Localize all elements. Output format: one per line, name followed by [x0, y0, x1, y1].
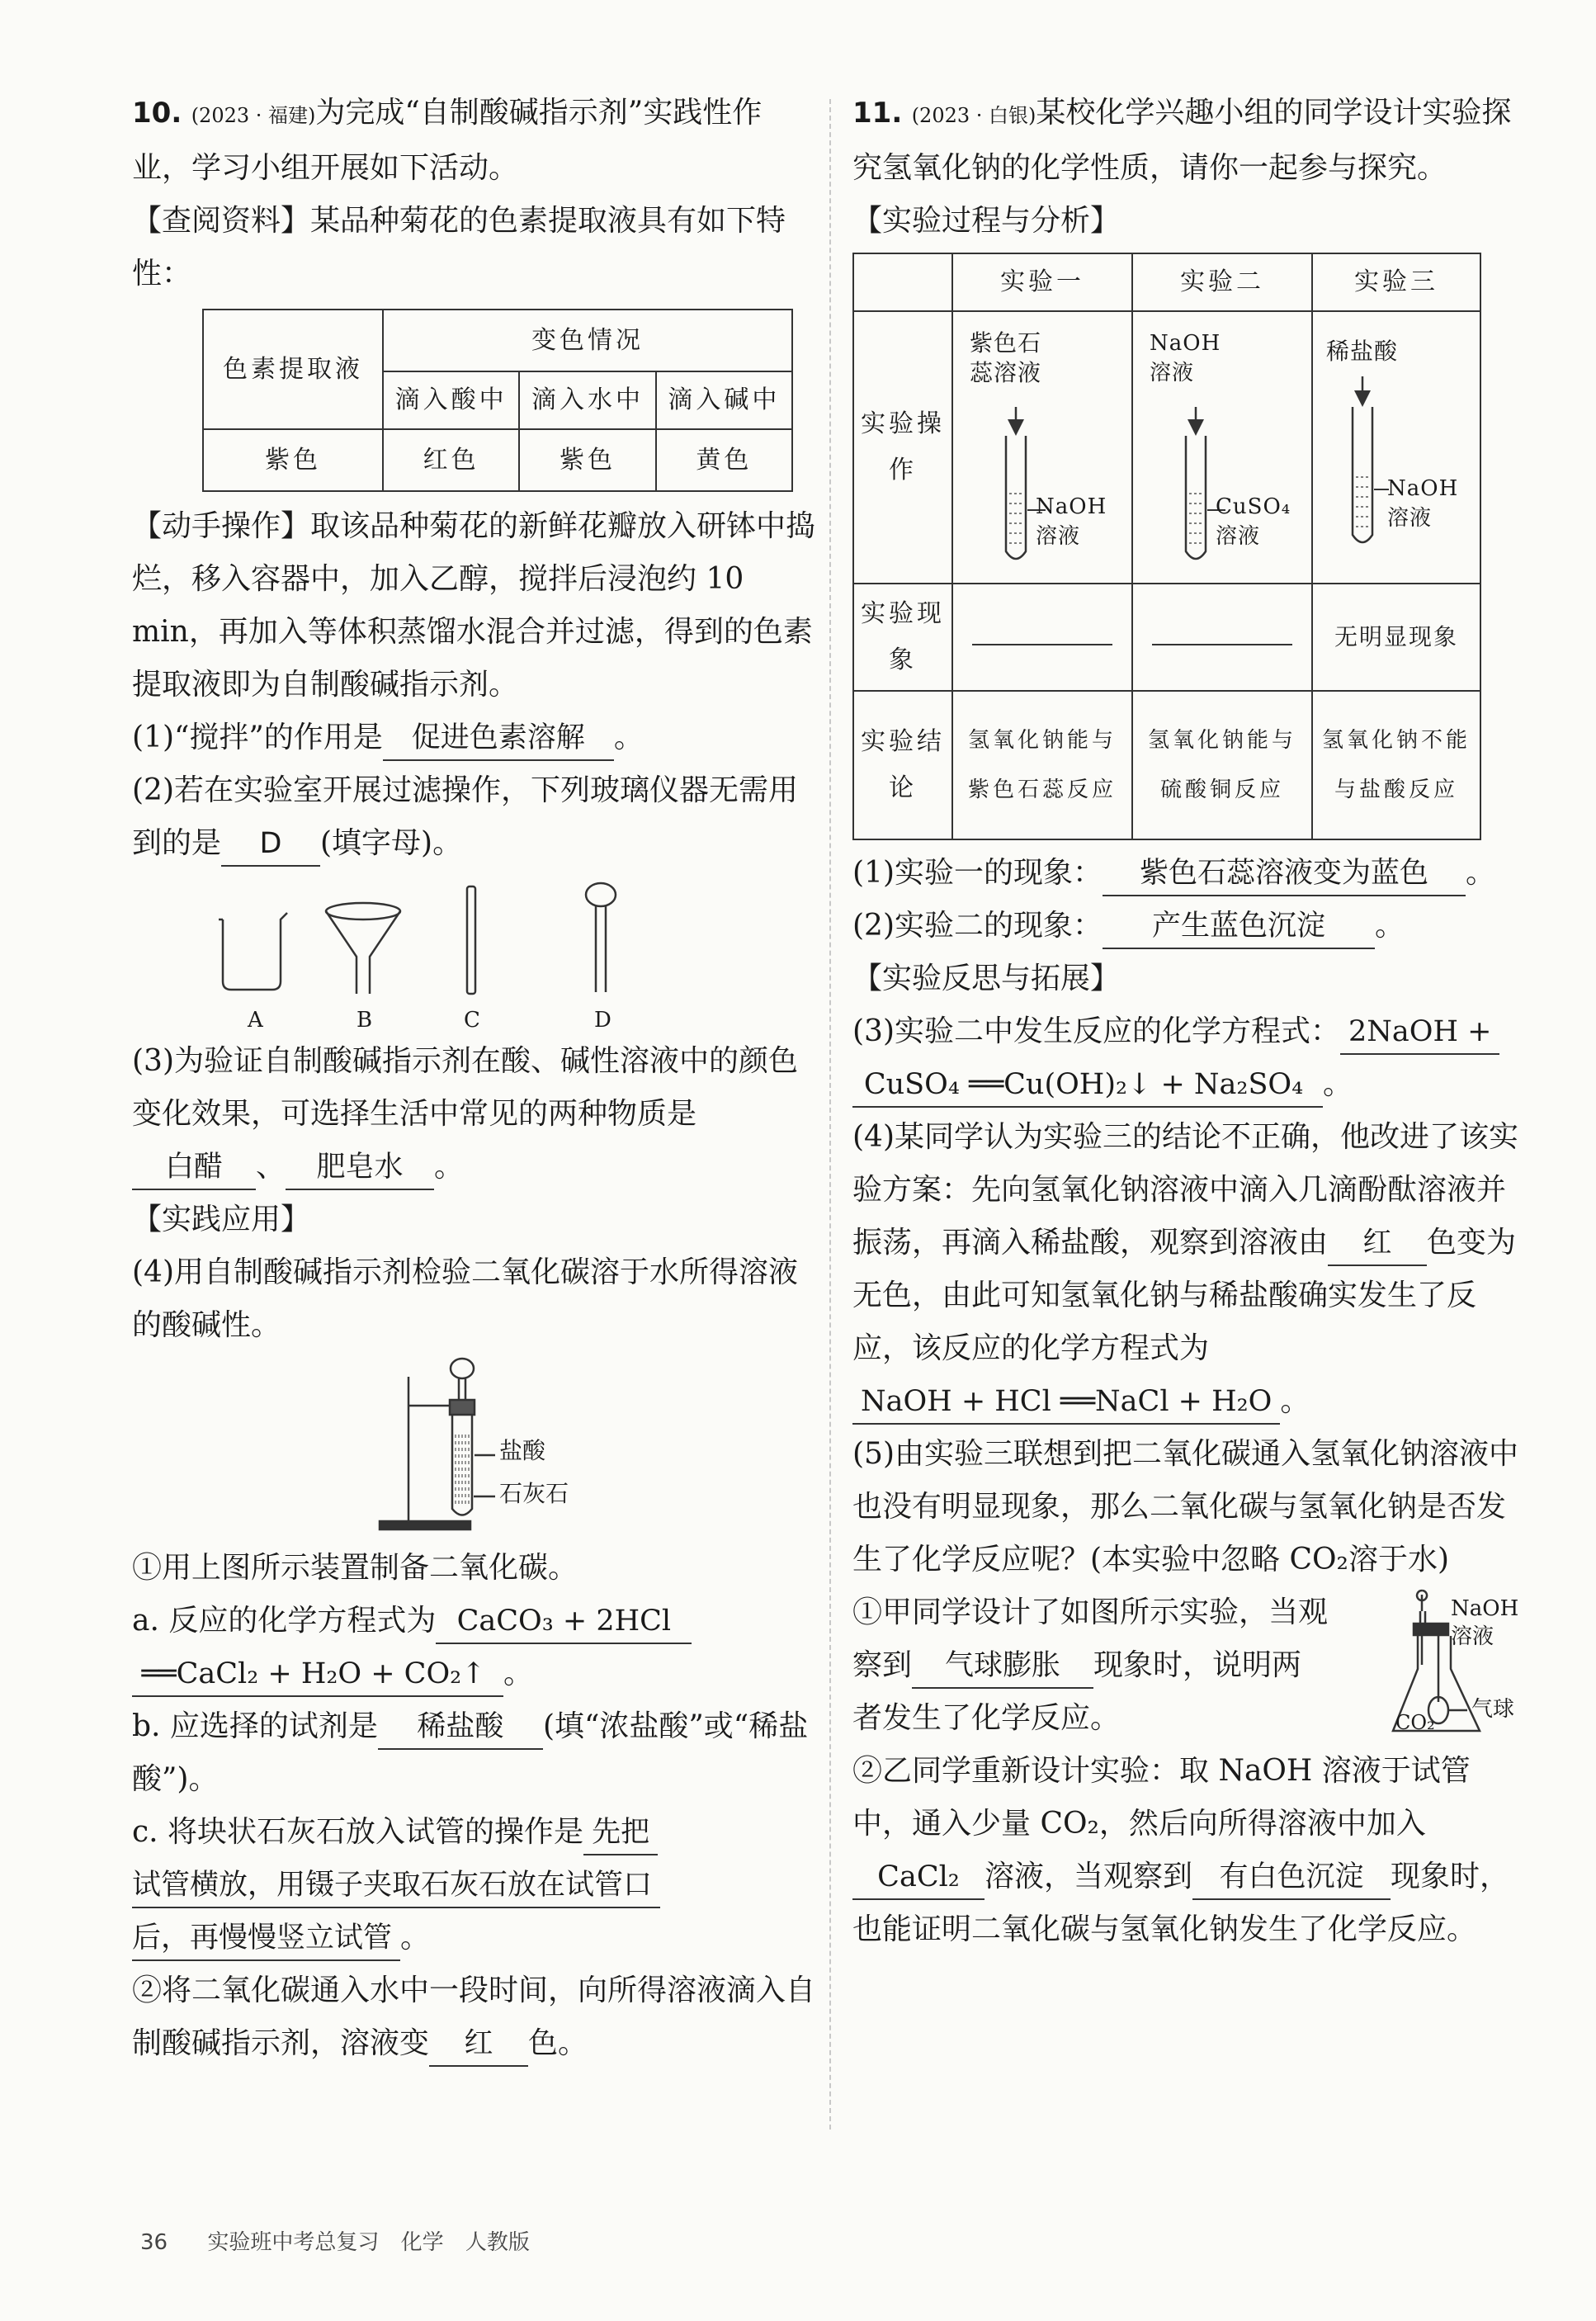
funnel-icon [326, 903, 400, 994]
apparatus-svg [132, 1352, 817, 1542]
answer: 2NaOH + [1340, 1010, 1499, 1055]
table-cell: 氢氧化钠能与硫酸铜反应 [1132, 691, 1312, 839]
answer: CaCO₃ + 2HCl [436, 1600, 692, 1644]
label-line: 溶液 [1216, 524, 1261, 549]
question-part-4: (4)用自制酸碱指示剂检验二氧化碳溶于水所得溶液的酸碱性。 [132, 1255, 798, 1342]
book-title: 实验班中考总复习 [207, 2230, 380, 2255]
label-line: 溶液 [1387, 506, 1433, 531]
figure-label: B [357, 1008, 373, 1033]
table-cell: 氢氧化钠不能与盐酸反应 [1312, 691, 1480, 839]
page-number: 36 [140, 2230, 168, 2255]
row-label-conclusion: 实验结论 [853, 691, 952, 839]
table-corner [853, 253, 952, 311]
co2-apparatus-figure [132, 1352, 817, 1542]
sub-question-1 [852, 1586, 1529, 1745]
table-cell: 黄色 [656, 429, 792, 491]
table-header-exp1: 实验一 [952, 253, 1132, 311]
answer: 有白色沉淀 [1192, 1855, 1391, 1900]
reagent-label [1150, 329, 1221, 388]
balloon-figure [1389, 1586, 1529, 1743]
answer: 红 [429, 2022, 528, 2067]
experiment-table [852, 253, 1481, 840]
label-line: CuSO₄ [1216, 494, 1291, 519]
research-text: 某品种菊花的色素提取液具有如下特性： [132, 204, 786, 291]
answer: CaCl₂ [852, 1855, 985, 1900]
answer: 产生蓝色沉淀 [1103, 905, 1375, 949]
apparatus-label-limestone: 石灰石 [499, 1480, 569, 1507]
section-heading: 【动手操作】 [132, 509, 311, 543]
question-part-1: (1)实验一的现象： [852, 856, 1103, 890]
row-label-operation: 实验操作 [853, 311, 952, 584]
answer: 紫色石蕊溶液变为蓝色 [1103, 852, 1466, 896]
table-header-base: 滴入碱中 [656, 371, 792, 429]
table-header-acid: 滴入酸中 [383, 371, 519, 429]
figure-label-co2: CO₂ [1395, 1711, 1435, 1734]
label-line: 紫色石 [970, 329, 1042, 357]
row-label-phenomenon: 实验现象 [853, 584, 952, 691]
answer: D [221, 822, 320, 867]
blank-cell [952, 584, 1132, 691]
glassware-figure [132, 878, 817, 1035]
column-divider [829, 99, 831, 2130]
question-part-5: (5)由实验三联想到把二氧化碳通入氢氧化钠溶液中也没有明显现象，那么二氧化碳与氢氧化钠是否发生了化学反应呢？(本实验中忽略 CO₂溶于水) [852, 1437, 1518, 1576]
test-tube-icon [450, 1359, 495, 1515]
table-header-water: 滴入水中 [519, 371, 655, 429]
table-header-exp2: 实验二 [1132, 253, 1312, 311]
answer: ══CaCl₂ + H₂O + CO₂↑ [132, 1652, 503, 1697]
punct: 。 [613, 721, 644, 754]
section-heading: 【查阅资料】 [132, 204, 311, 238]
dropper-icon [586, 883, 616, 992]
step-2: ②将二氧化碳通入水中一段时间，向所得溶液滴入自制酸碱指示剂，溶液变 [132, 1974, 816, 2060]
answer: 后，再慢慢竖立试管 [132, 1917, 400, 1961]
question-part-4: (4)某同学认为实验三的结论不正确，他改进了该实验方案：先向氢氧化钠溶液中滴入几滴酚酞溶液并振荡，再滴入稀盐酸，观察到溶液由 [852, 1120, 1518, 1260]
glass-rod-icon [467, 886, 475, 994]
question-intro: 某校化学兴趣小组的同学设计实验探究氢氧化钠的化学性质，请你一起参与探究。 [852, 96, 1512, 185]
answer-blank [1152, 611, 1292, 645]
apparatus-label-acid: 盐酸 [499, 1437, 546, 1464]
step-1-title: ①用上图所示装置制备二氧化碳。 [132, 1551, 578, 1585]
label-line: NaOH [1036, 494, 1107, 519]
sub-question-text: 现象时，也能证明二氧化碳与氢氧化钠发生了化学反应。 [852, 1860, 1510, 1946]
table-cell: 紫色 [203, 429, 383, 491]
exp2-figure [1132, 311, 1312, 584]
question-intro: 为完成“自制酸碱指示剂”实践性作业，学习小组开展如下活动。 [132, 96, 763, 185]
sub-question-text: 溶液，当观察到 [985, 1860, 1193, 1893]
label-line: 溶液 [1451, 1624, 1494, 1649]
answer: 稀盐酸 [378, 1705, 543, 1750]
section-heading: 【实验过程与分析】 [852, 204, 1121, 238]
figure-label: D [594, 1008, 611, 1033]
exp3-figure [1312, 311, 1480, 584]
beaker-icon [219, 913, 287, 990]
table-header-extract: 色素提取液 [203, 310, 383, 429]
question-part-2: (2)实验二的现象： [852, 909, 1103, 943]
punct: 。 [400, 1921, 431, 1955]
label-line: NaOH [1150, 331, 1221, 356]
table-cell: 无明显现象 [1312, 584, 1480, 691]
label-line: NaOH [1387, 476, 1459, 501]
answer: 试管横放，用镊子夹取石灰石放在试管口 [132, 1864, 660, 1908]
question-part-1: (1)“搅拌”的作用是 [132, 721, 383, 754]
blank-cell [1132, 584, 1312, 691]
table-cell: 紫色 [519, 429, 655, 491]
operate-text: 取该品种菊花的新鲜花瓣放入研钵中捣烂，移入容器中，加入乙醇，搅拌后浸泡约 10 min，再加入等体积蒸馏水混合并过滤，得到的色素提取液即为自制酸碱指示剂。 [132, 509, 816, 702]
figure-label: C [464, 1008, 480, 1033]
punct: 色。 [528, 2026, 588, 2060]
sub-question-text: ②乙同学重新设计实验：取 NaOH 溶液于试管中，通入少量 CO₂，然后向所得溶液中加入 [852, 1754, 1471, 1841]
figure-label-naoh [1451, 1595, 1518, 1651]
table-cell: 氢氧化钠能与紫色石蕊反应 [952, 691, 1132, 839]
answer: 促进色素溶解 [383, 716, 614, 761]
question-11 [852, 87, 1529, 1956]
step-c: c. 将块状石灰石放入试管的操作是 [132, 1815, 584, 1849]
question-part-3: (3)为验证自制酸碱指示剂在酸、碱性溶液中的颜色变化效果，可选择生活中常见的两种物质是 [132, 1044, 798, 1131]
table-header-exp3: 实验三 [1312, 253, 1480, 311]
section-heading: 【实践应用】 [132, 1203, 311, 1236]
step-b: b. 应选择的试剂是 [132, 1709, 378, 1743]
punct: 。 [1466, 856, 1496, 890]
sub-question-text: 现象时，说明两者发生了化学反应。 [852, 1648, 1302, 1735]
edition: 人教版 [465, 2230, 530, 2255]
figure-label-balloon: 气球 [1471, 1697, 1515, 1722]
question-10 [132, 87, 817, 2070]
hint: (填字母)。 [320, 826, 463, 860]
label-line: NaOH [1451, 1596, 1519, 1621]
answer: 先把 [583, 1811, 658, 1855]
question-number: 11. [852, 97, 903, 130]
table-header-group: 变色情况 [383, 310, 792, 371]
label-line: 溶液 [1036, 524, 1081, 549]
section-heading: 【实验反思与拓展】 [852, 962, 1121, 995]
punct: 。 [1280, 1384, 1310, 1418]
question-number: 10. [132, 97, 182, 130]
punct: 。 [1323, 1067, 1353, 1101]
question-source: (2023 · 福建) [191, 104, 316, 127]
answer: NaOH + HCl ══NaCl + H₂O [852, 1380, 1280, 1425]
question-text: 色变为无色，由此可知氢氧化钠与稀盐酸确实发生了反应，该反应的化学方程式为 [852, 1226, 1517, 1365]
label-line: 稀盐酸 [1326, 338, 1399, 365]
answer: CuSO₄ ══Cu(OH)₂↓ + Na₂SO₄ [852, 1063, 1323, 1108]
reagent-label [1216, 492, 1291, 551]
answer: 肥皂水 [286, 1146, 434, 1190]
sub-question-text: ①甲同学设计了如图所示实验，当观察到 [852, 1595, 1329, 1682]
figure-label: A [248, 1008, 263, 1033]
answer: 气球膨胀 [912, 1644, 1093, 1689]
answer: 白醋 [132, 1146, 256, 1190]
question-source: (2023 · 白银) [911, 104, 1036, 127]
punct: 。 [503, 1657, 534, 1690]
exp1-figure [952, 311, 1132, 584]
page-footer [140, 2225, 545, 2256]
subject: 化学 [400, 2230, 444, 2255]
punct: 、 [256, 1150, 286, 1184]
indicator-table [202, 309, 793, 492]
table-cell: 红色 [383, 429, 519, 491]
label-line: 蕊溶液 [970, 359, 1042, 386]
punct: 。 [1375, 909, 1405, 943]
step-a: a. 反应的化学方程式为 [132, 1604, 437, 1638]
label-line: 溶液 [1150, 361, 1195, 385]
reagent-label [1387, 474, 1458, 533]
reagent-label [970, 329, 1041, 388]
question-part-3: (3)实验二中发生反应的化学方程式： [852, 1014, 1340, 1048]
punct: 。 [434, 1150, 465, 1184]
answer: 红 [1328, 1222, 1427, 1266]
question-part-2: (2)若在实验室开展过滤操作，下列玻璃仪器无需用到的是 [132, 773, 798, 860]
hint: (填“浓盐酸”或“稀盐酸”)。 [132, 1709, 809, 1796]
answer-blank [972, 611, 1112, 645]
reagent-label [1326, 337, 1398, 366]
reagent-label [1036, 492, 1107, 551]
